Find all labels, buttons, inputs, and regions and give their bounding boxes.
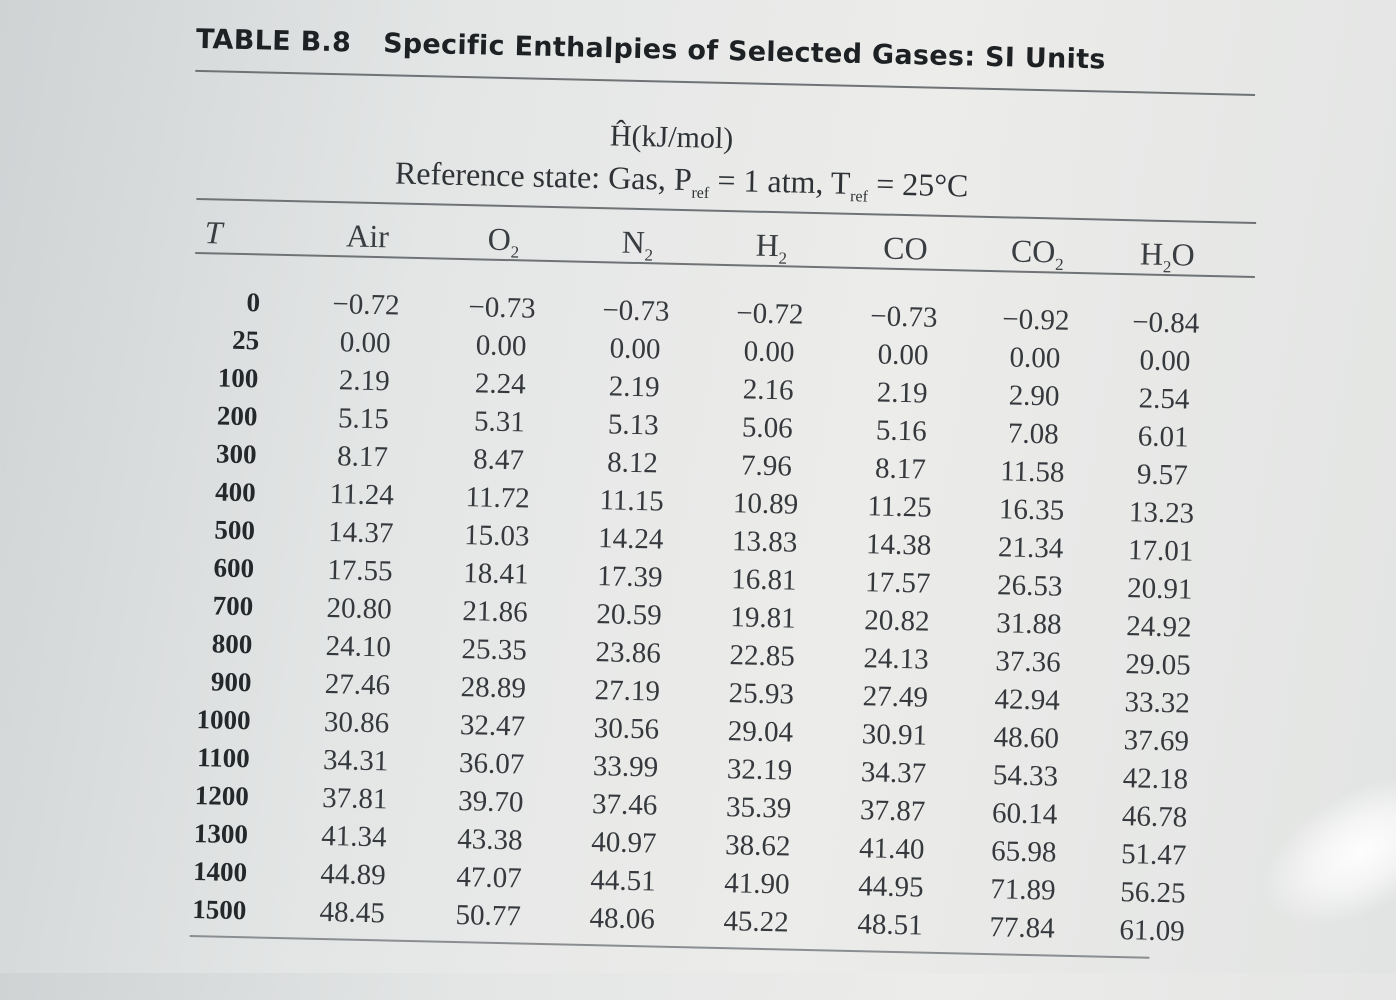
enthalpy-cell-o2: 36.07: [458, 747, 525, 781]
enthalpy-cell-h2: 2.16: [742, 373, 794, 407]
enthalpy-cell-air: 0.00: [339, 326, 391, 360]
ref-p-value: = 1 atm, T: [709, 161, 851, 201]
enthalpy-cell-o2: 39.70: [457, 785, 524, 819]
co-column: [830, 297, 965, 946]
table-title: Specific Enthalpies of Selected Gases: SI Units: [382, 28, 1107, 76]
enthalpy-cell-n2: 0.00: [609, 332, 661, 366]
enthalpy-cell-air: 44.89: [320, 857, 387, 892]
enthalpy-cell-co: 24.13: [863, 642, 930, 676]
enthalpy-cell-n2: 30.56: [593, 712, 660, 746]
enthalpy-cell-n2: 8.12: [606, 446, 659, 480]
enthalpy-cell-o2: 25.35: [461, 633, 528, 667]
enthalpy-cell-h2o: 33.32: [1124, 686, 1191, 720]
enthalpy-cell-air: 5.15: [337, 402, 390, 436]
enthalpy-cell-h2o: 24.92: [1125, 610, 1192, 644]
col-header-h2: $H_2$: [755, 226, 788, 268]
enthalpy-cell-co: 5.16: [875, 414, 928, 448]
enthalpy-cell-n2: 17.39: [596, 560, 663, 594]
enthalpy-cell-h2: 41.90: [724, 867, 790, 901]
enthalpy-cell-n2: 37.46: [591, 788, 658, 822]
enthalpy-cell-co: 37.87: [859, 794, 926, 828]
ref-t-value: = 25°C: [867, 165, 969, 204]
enthalpy-cell-co: 27.49: [862, 680, 929, 714]
enthalpy-cell-co: 48.51: [857, 908, 924, 942]
enthalpy-cell-h2o: 2.54: [1138, 382, 1190, 416]
enthalpy-cell-air: 11.24: [329, 478, 395, 512]
enthalpy-cell-h2o: 56.25: [1119, 876, 1186, 910]
enthalpy-cell-h2o: 61.09: [1119, 914, 1186, 948]
enthalpy-cell-co2: 71.89: [989, 873, 1056, 907]
enthalpy-cell-h2: −0.72: [736, 297, 804, 331]
temperature-cell: 1200: [194, 780, 250, 812]
enthalpy-cell-o2: 11.72: [465, 481, 531, 515]
temperature-column: [150, 281, 261, 929]
temperature-cell: 400: [214, 476, 257, 508]
enthalpy-cell-h2o: 6.01: [1137, 420, 1189, 454]
enthalpy-cell-h2o: 20.91: [1126, 572, 1193, 606]
col-header-t: T: [204, 214, 223, 251]
enthalpy-cell-o2: 0.00: [475, 329, 527, 363]
enthalpy-cell-co: 8.17: [874, 452, 927, 486]
enthalpy-cell-air: 41.34: [320, 819, 387, 854]
enthalpy-cell-co2: 2.90: [1008, 379, 1060, 413]
enthalpy-cell-n2: 23.86: [595, 636, 662, 670]
co2-column: [962, 300, 1097, 949]
ref-prefix: Reference state: Gas, P: [394, 154, 693, 198]
enthalpy-cell-h2o: 46.78: [1121, 800, 1188, 834]
temperature-cell: 1500: [191, 894, 247, 926]
enthalpy-cell-co: 20.82: [864, 604, 930, 638]
temperature-cell: 900: [210, 666, 252, 698]
enthalpy-cell-co2: 11.58: [999, 455, 1065, 489]
enthalpy-cell-n2: 27.19: [594, 674, 661, 708]
ref-t-sub: ref: [849, 188, 869, 206]
enthalpy-cell-h2: 13.83: [731, 525, 798, 559]
enthalpy-cell-h2o: 37.69: [1123, 724, 1190, 758]
air-column: [292, 284, 427, 933]
table-heading: [196, 24, 1106, 76]
enthalpy-cell-h2: 16.81: [730, 563, 797, 597]
h2-column: [696, 294, 831, 943]
temperature-cell: 1100: [196, 742, 251, 774]
enthalpy-cell-co: 44.95: [857, 870, 924, 904]
enthalpy-cell-air: 30.86: [323, 705, 390, 740]
enthalpy-cell-co2: 26.53: [996, 569, 1063, 603]
enthalpy-cell-h2: 25.93: [728, 677, 795, 711]
enthalpy-cell-o2: 2.24: [474, 367, 527, 401]
enthalpy-cell-air: −0.72: [332, 288, 400, 322]
col-header-co: CO: [882, 229, 929, 267]
enthalpy-cell-co: 17.57: [864, 566, 931, 600]
enthalpy-cell-co2: 42.94: [994, 683, 1061, 717]
enthalpy-cell-air: 48.45: [319, 895, 386, 930]
enthalpy-cell-h2: 22.85: [729, 639, 796, 673]
n2-column: [562, 291, 697, 940]
enthalpy-cell-h2: 19.81: [730, 601, 797, 635]
temperature-cell: 0: [246, 287, 261, 318]
enthalpy-cell-h2o: 9.57: [1136, 458, 1189, 492]
enthalpy-cell-co2: 65.98: [990, 835, 1057, 869]
temperature-cell: 100: [217, 362, 259, 394]
enthalpy-cell-air: 2.19: [338, 364, 391, 398]
enthalpy-cell-n2: 40.97: [590, 826, 657, 860]
enthalpy-cell-co2: 48.60: [993, 721, 1060, 755]
enthalpy-cell-n2: 5.13: [607, 408, 660, 442]
unit-label: Ĥ(kJ/mol): [609, 119, 734, 156]
enthalpy-cell-air: 14.37: [327, 516, 394, 550]
enthalpy-cell-h2: 10.89: [732, 487, 799, 521]
enthalpy-cell-co2: 31.88: [995, 607, 1062, 641]
enthalpy-cell-o2: 15.03: [463, 519, 530, 553]
enthalpy-cell-o2: 32.47: [459, 709, 526, 743]
enthalpy-cell-co2: 7.08: [1007, 417, 1060, 451]
enthalpy-cell-co: 11.25: [867, 490, 933, 524]
enthalpy-cell-air: 27.46: [324, 668, 391, 702]
enthalpy-cell-h2: 0.00: [743, 335, 795, 369]
temperature-cell: 600: [213, 552, 255, 584]
temperature-cell: 200: [216, 400, 258, 432]
enthalpy-cell-co: −0.73: [869, 300, 938, 334]
temperature-cell: 500: [214, 514, 256, 546]
enthalpy-cell-air: 8.17: [336, 440, 389, 474]
enthalpy-cell-o2: 47.07: [456, 861, 523, 895]
enthalpy-cell-o2: 5.31: [473, 405, 526, 439]
enthalpy-cell-o2: −0.73: [468, 291, 536, 325]
enthalpy-cell-air: 17.55: [327, 554, 393, 588]
enthalpy-cell-co: 34.37: [860, 756, 927, 790]
enthalpy-cell-co2: 21.34: [997, 531, 1064, 565]
enthalpy-cell-co2: −0.92: [1001, 303, 1070, 337]
enthalpy-cell-n2: 14.24: [597, 522, 664, 556]
temperature-cell: 1400: [192, 856, 248, 888]
enthalpy-cell-h2o: 29.05: [1125, 648, 1192, 682]
enthalpy-cell-h2: 5.06: [741, 411, 794, 445]
ref-p-sub: ref: [691, 184, 710, 202]
enthalpy-cell-h2o: 42.18: [1122, 762, 1189, 796]
temperature-cell: 25: [231, 324, 260, 356]
enthalpy-cell-air: 34.31: [322, 743, 389, 778]
enthalpy-cell-h2: 7.96: [740, 449, 793, 483]
enthalpy-cell-h2: 32.19: [726, 753, 793, 787]
enthalpy-cell-air: 20.80: [326, 592, 393, 626]
enthalpy-cell-n2: 11.15: [599, 484, 665, 518]
enthalpy-cell-co2: 37.36: [995, 645, 1062, 679]
enthalpy-cell-o2: 21.86: [462, 595, 529, 629]
enthalpy-cell-h2o: 13.23: [1128, 496, 1195, 530]
enthalpy-cell-n2: 20.59: [596, 598, 663, 632]
temperature-cell: 300: [215, 438, 257, 470]
enthalpy-cell-air: 37.81: [321, 781, 388, 816]
col-header-air: Air: [345, 217, 390, 255]
temperature-cell: 1300: [193, 818, 249, 850]
col-header-h2o: $H_2O$: [1139, 235, 1196, 277]
enthalpy-cell-n2: −0.73: [602, 294, 670, 328]
h2o-column: [1092, 303, 1227, 952]
enthalpy-cell-o2: 28.89: [460, 671, 527, 705]
col-header-n2: $N_2$: [621, 223, 654, 265]
enthalpy-cell-co2: 0.00: [1009, 341, 1061, 375]
temperature-cell: 700: [212, 590, 254, 622]
enthalpy-cell-n2: 48.06: [589, 902, 656, 936]
enthalpy-cell-o2: 50.77: [455, 899, 522, 933]
enthalpy-cell-co: 41.40: [858, 832, 925, 866]
enthalpy-cell-h2: 38.62: [724, 829, 791, 863]
enthalpy-cell-o2: 43.38: [456, 823, 523, 857]
enthalpy-cell-h2o: 0.00: [1139, 344, 1191, 378]
enthalpy-cell-co: 14.38: [865, 528, 932, 562]
col-header-o2: $O_2$: [487, 220, 520, 262]
enthalpy-cell-co: 2.19: [876, 376, 928, 410]
enthalpy-cell-air: 24.10: [325, 630, 392, 664]
reference-state: [395, 154, 969, 208]
enthalpy-cell-h2o: 51.47: [1120, 838, 1187, 872]
enthalpy-cell-h2: 45.22: [723, 905, 790, 939]
enthalpy-cell-co2: 54.33: [992, 759, 1059, 793]
enthalpy-cell-h2o: −0.84: [1131, 306, 1200, 340]
enthalpy-cell-co: 30.91: [861, 718, 928, 752]
enthalpy-cell-n2: 44.51: [590, 864, 657, 898]
temperature-cell: 800: [211, 628, 253, 660]
enthalpy-cell-n2: 33.99: [592, 750, 659, 784]
enthalpy-cell-co: 0.00: [877, 338, 929, 372]
enthalpy-cell-co2: 77.84: [989, 911, 1056, 945]
temperature-cell: 1000: [196, 704, 251, 736]
o2-column: [428, 288, 563, 937]
enthalpy-cell-o2: 18.41: [462, 557, 529, 591]
enthalpy-cell-o2: 8.47: [472, 443, 525, 477]
enthalpy-cell-h2: 35.39: [725, 791, 792, 825]
enthalpy-cell-n2: 2.19: [608, 370, 660, 404]
enthalpy-cell-h2: 29.04: [727, 715, 794, 749]
table-label: TABLE B.8: [195, 23, 352, 59]
enthalpy-cell-co2: 60.14: [991, 797, 1058, 831]
col-header-co2: $CO_2$: [1010, 232, 1064, 275]
enthalpy-cell-h2o: 17.01: [1127, 534, 1194, 568]
enthalpy-cell-co2: 16.35: [998, 493, 1065, 527]
